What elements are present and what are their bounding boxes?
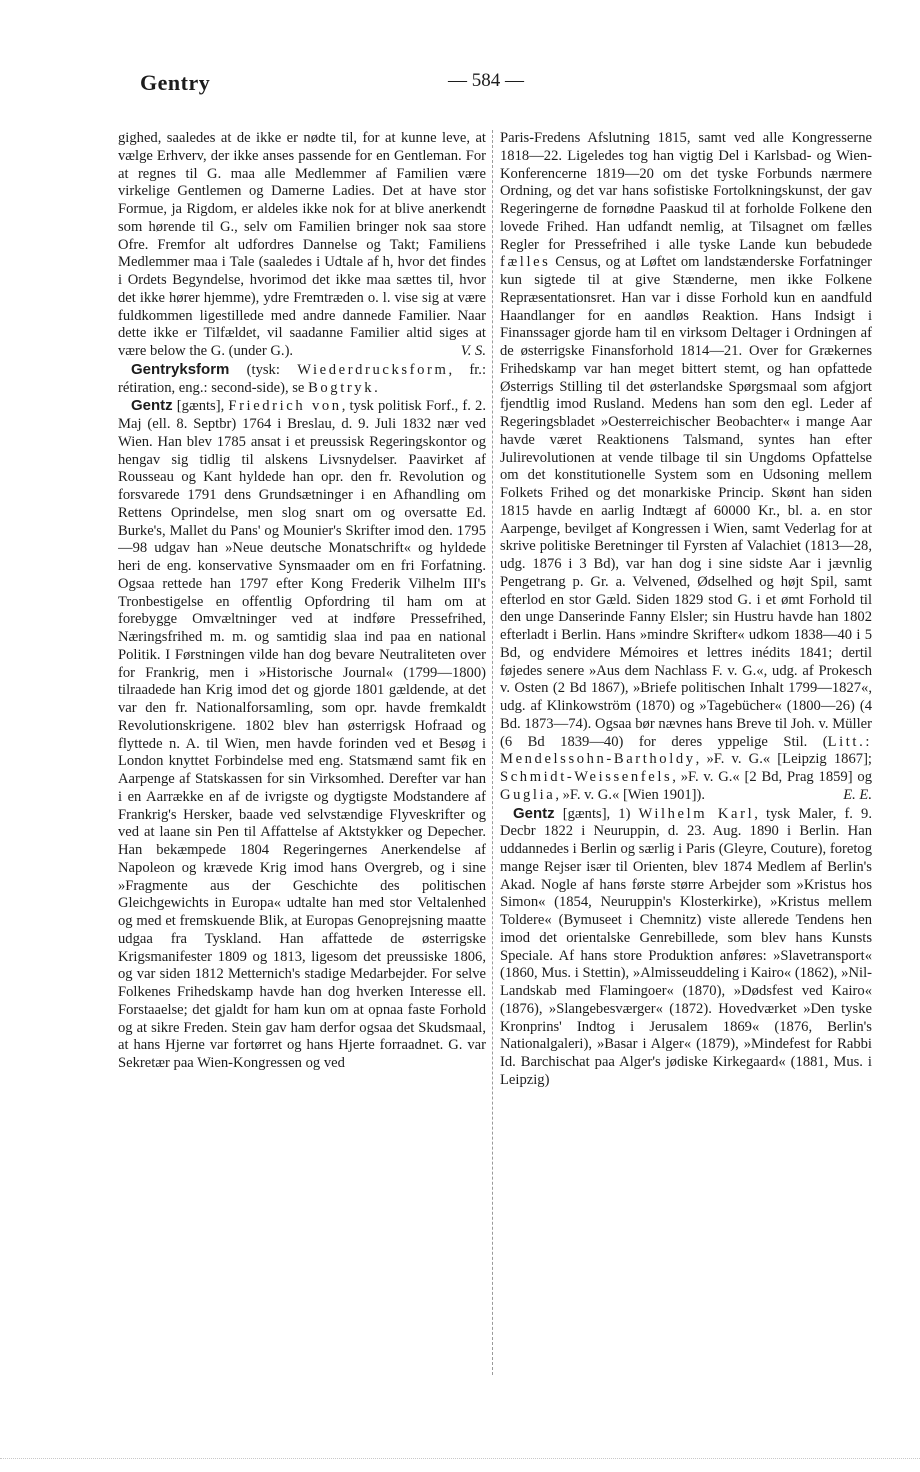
entry-text: , »F. v. G.« [Leipzig 1867];	[695, 751, 872, 768]
literature-reference: Litt.: Mendelssohn-Bartholdy	[500, 733, 872, 768]
author-name: Schmidt-Weissenfels	[500, 769, 673, 785]
entry-text: , »F. v. G.« [2 Bd, Prag 1859] og	[672, 769, 872, 785]
entry-text: .	[374, 379, 378, 396]
page-number: — 584 —	[448, 70, 524, 91]
right-column	[500, 130, 872, 1375]
gentry-text: gighed, saaledes at de ikke er nødte til, for at kunne leve, at vælge Erhverv, der ikke anses passende for en Gentleman. For at regnes til G. maa alle Medlemmer af Familien være virkelige Gentlemen og Damerne Ladies. Det at have stor Formue, ja Rigdom, er aldeles ikke nok for at blive anerkendt som hørende til G., selv om Familien bringer nok saa store Ofre. Fremfor alt udfordres Dannelse og Takt; Familiens Medlemmer maa i Tale (saaledes i Udtale af h, hvor det findes i Ordets Begyndelse, hvorimod det ikke maa sættes til, hvor det ikke hører hjemme), ydre Fremtræden o. l. vise sig at være fuldkommen ligestillede med andre dannede Familier. Naar dette ikke er Tilfældet, vil saadanne Familier altid siges at være below the G. (under G.).	[118, 130, 486, 359]
entry-text: , »F. v. G.« [Wien 1901]).	[555, 786, 706, 803]
page-edge	[0, 1458, 920, 1459]
cross-reference: Bogtryk	[308, 379, 375, 396]
person-name: Wilhelm Karl	[638, 805, 755, 822]
entry-gentry-continuation	[118, 130, 486, 361]
spaced-term: fælles	[500, 254, 551, 271]
signature-vs: V. S.	[460, 343, 486, 359]
entry-text: , tysk politisk Forf., f. 2. Maj (ell. 8. Septbr) 1764 i Breslau, d. 9. Juli 1832 nær ved Wien. Han blev 1785 ansat i et preussisk Regeringskontor og hengav sig tidlig til alskens Livsnydelser. Paavirket af Rousseau og Kant hyldede han opr. den fr. Revolution og forsvarede 1791 dens Grundsætninger i en Afhandling om Rettens Oprindelse, men slog snart om og oversatte Ed. Burke's, Mallet du Pans' og Mounier's Skrifter imod den. 1795—98 udgav han »Neue deutsche Monatschrift« og hyldede heri de eng. konservative Synsmaader om en fri Forfatning. Ogsaa rettede han 1797 efter Kong Frederik Vilhelm III's Tronbestigelse en offentlig Opfordring til ham om at forebygge Omvæltninger ved at indføre Pressefrihed, Næringsfrihed m. m. og samtidig slaa ind paa en national Politik. I Førstningen vilde han dog bevare Neutraliteten over for Frankrig, men i »Historische Journal« (1799—1800) tilraadede han Krig imod det og gjorde 1801 gældende, at det var den fr. Nationalforsamling, som opr. havde fremkaldt Revolutionskrigene. 1802 blev han østerrigsk Hofraad og flyttede n. A. til Wien, men havde forinden ved et Besøg i London knyttet Forbindelse med eng. Statsmænd samt fik en Aarpenge af Statskassen for sin Virksomhed. Derefter var han i en Aarrække en af de ivrigste og dygtigste Modstandere af Frankrig's Hersker, baade ved selvstændige Flyveskrifter og ved at laane sin Pen til Affattelse af Aktstykker og Depecher. Han bekæmpede 1804 Regeringernes Anerkendelse af Napoleon og krævede Krig imod hans Overgreb, og i sine »Fragmente aus der Geschichte des politischen Gleichgewichts in Europa« udtalte han med stor Veltalenhed og med et fremskuende Blik, at Europas Genoprejsning maatte udgaa fra Tyskland. Han affattede de østerrigske Krigsmanifester 1809 og 1813, ligesom det preussiske 1806, og var siden 1812 Metternich's stadige Medarbejder. For selve Folkenes Frihedskamp havde han dog hverken Interesse ell. Forstaaelse; det gjaldt for ham kun om at opnaa faste Forhold og at sikre Freden. Stein gav ham derfor ogsaa det Skudsmaal, at hans Hjerne var fortørret og hans Hjerte forraadnet. G. var Sekretær paa Wien-Kongressen og ved	[118, 398, 486, 1071]
signature-ee: E. E.	[843, 786, 872, 803]
entry-text: Paris-Fredens Afslutning 1815, samt ved alle Kongresserne 1818—22. Ligeledes tog han vigtig Del i Karlsbad- og Wien-Konferencerne 1819—20 om det tyske Forbunds nærmere Ordning, og det var hans sofistiske Fortolkningskunst, der gav Regeringerne de fornødne Paaskud til at forholde Folkene den lovede Frihed. Han udfandt nemlig, at Tilsagnet om fælles Regler for Pressefrihed i alle tyske Lande kun bebudede	[500, 130, 872, 253]
spaced-term: Wiederdrucksform	[297, 361, 449, 378]
page-header	[0, 0, 920, 110]
entry-text: Census, og at Løftet om landstænderske Forfatninger kun sigtede til at give Stænderne, men ikke Folkene Repræsentationsret. Han var i disse Forhold kun en aandfuld Haandlanger for en aandløs Reaktion. Hans Indsigt i Finanssager gjorde ham til en virksom Deltager i Ordningen af de østerrigske Finansforhold 1814—21. Over for Grækernes Frihedskamp var han meget bittert stemt, og han opfattede Østerrigs Stilling til det østerlandske Spørgsmaal som afgjort fjendtlig imod Rusland. Medens han som den egl. Leder af Regeringsbladet »Oesterreichischer Beobachter« i mange Aar havde været Reaktionens Talsmand, syntes han efter Julirevolutionen at vende tilbage til sin Ungdoms Opfattelse om det konstitutionelle System som en Udsoning mellem Folkets Frihed og det monarkiske Princip. Skønt han siden 1815 havde en aarlig Indtægt af 60000 Kr., bl. a. en stor Aarpenge, bevilget af Kongressen i Wien, samt Vederlag for at skrive politiske Beretninger til Fyrsten af Valachiet (1813—28, udg. 1876 i 3 Bd), var han dog i sine sidste Aar i jævnlig Pengetrang p. Gr. a. Velvened, Ødselhed og højt Spil, samt efterlod en stor Gæld. Siden 1829 stod G. i et ømt Forhold til den unge Danserinde Fanny Elsler; sin Hustru havde han 1802 efterladt i Berlin. Hans »mindre Skrifter« udkom 1838—40 i 5 Bd, og endvidere Mémoires et lettres inédits 1841; dertil føjedes senere »Aus dem Nachlass F. v. G.«, udg. af Prokesch v. Osten (2 Bd 1867), »Briefe politischen Inhalt 1799—1827«, udg. af Klinkowström (1870) og »Tagebücher« (1800—26) (4 Bd. 1873—74). Ogsaa bør nævnes hans Breve til Joh. v. Müller (6 Bd 1839—40) for deres yppelige Stil. (	[500, 254, 872, 750]
person-name: Friedrich von	[228, 398, 342, 415]
entry-gentz-friedrich	[118, 397, 486, 1073]
entry-text: [gænts], 1)	[554, 805, 639, 822]
entry-text: (tysk:	[229, 361, 298, 378]
entry-text: , fr.: rétiration, eng.: second-side), se	[118, 361, 486, 396]
entry-gentz-continuation	[500, 130, 872, 805]
author-name: Guglia	[500, 786, 556, 803]
headword-gentz: Gentz	[513, 804, 555, 822]
entry-text: [gænts],	[172, 398, 229, 415]
entry-text: , tysk Maler, f. 9. Decbr 1822 i Neuruppin, d. 23. Aug. 1890 i Berlin. Han uddannedes i Berlin og særlig i Paris (Gleyre, Couture), foretog mange Rejser især til Orienten, blev 1874 Medlem af Berlin's Akad. Nogle af hans første større Arbejder som »Kristus hos Simon« (1854, Neuruppin's Klosterkirke), »Kristus mellem Toldere« (Bymuseet i Chemnitz) viste allerede Tendens hen imod det orientalske Genrebillede, som blev hans Kunsts Speciale. Af hans store Produktion anføres: »Slavetransport« (1860, Mus. i Stettin), »Almisseuddeling i Kairo« (1862), »Nil-Landskab med Flamingoer« (1870), »Dødsfest ved Kairo« (1876), »Slangebesværger« (1872). Hovedværket »Den tyske Kronprins' Indtog i Jerusalem 1869« (1876, Berlin's Nationalgaleri), »Basar i Alger« (1879), »Mindefest for Rabbi Id. Barchischat paa Alger's jødiske Kirkegaard« (1881, Mus. i Leipzig)	[500, 805, 872, 1088]
column-divider	[492, 130, 493, 1375]
running-headword: Gentry	[140, 70, 211, 95]
left-column	[118, 130, 486, 1375]
entry-gentryksform	[118, 361, 486, 398]
entry-gentz-wilhelm	[500, 805, 872, 1090]
headword-gentryksform: Gentryksform	[131, 360, 230, 378]
headword-gentz: Gentz	[131, 397, 173, 415]
